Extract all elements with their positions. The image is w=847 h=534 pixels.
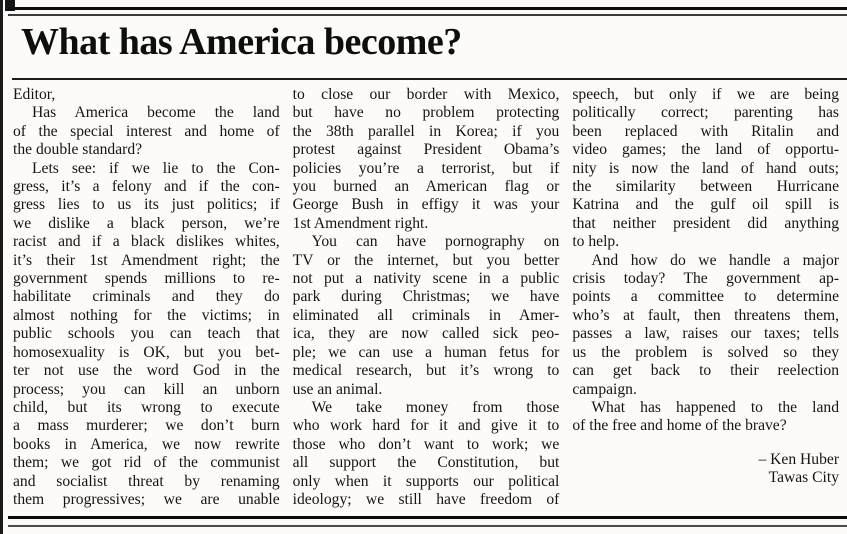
signature-city: Tawas City bbox=[768, 469, 840, 487]
text-line: almost nothing for the victims; in bbox=[13, 306, 280, 324]
text-line: We take money from those bbox=[311, 398, 560, 416]
text-line: books in America, we now rewrite bbox=[13, 435, 280, 453]
column-1 bbox=[13, 86, 280, 509]
scan-edge-artifact bbox=[0, 0, 3, 534]
text-line: who’s at fault, then threatens them, bbox=[572, 306, 840, 324]
text-line: of the free and home of the brave? bbox=[572, 417, 787, 435]
text-line: protest against President Obama’s bbox=[292, 141, 560, 159]
text-line: we dislike a black person, we’re bbox=[13, 214, 280, 232]
top-rule-thin bbox=[8, 14, 847, 16]
text-line: homosexuality is OK, but you bet- bbox=[13, 343, 280, 361]
article-headline: What has America become? bbox=[21, 21, 462, 63]
text-line: crisis today? The government ap- bbox=[572, 270, 840, 288]
text-line: to close our border with Mexico, bbox=[292, 86, 560, 103]
text-line: ica, they are now called sick peo- bbox=[292, 325, 560, 343]
text-line: child, but its wrong to execute bbox=[13, 398, 280, 416]
text-line: and socialist threat by renaming bbox=[13, 472, 280, 490]
top-rule-thick bbox=[8, 7, 847, 10]
text-line: eliminated all criminals in Amer- bbox=[292, 306, 560, 324]
column-3 bbox=[572, 86, 839, 509]
text-line: Katrina and the gulf oil spill is bbox=[572, 196, 840, 214]
text-line: points a committee to determine bbox=[572, 288, 840, 306]
text-line: Lets see: if we lie to the Con- bbox=[32, 159, 280, 177]
text-line: What has happened to the land bbox=[591, 398, 840, 416]
text-line: us the problem is solved so they bbox=[572, 343, 840, 361]
text-line: them progressives; we are unable bbox=[13, 490, 280, 508]
text-line: not put a nativity scene in a public bbox=[292, 270, 560, 288]
text-line: ple; we can use a human fetus for bbox=[292, 343, 560, 361]
text-line: And how do we handle a major bbox=[591, 251, 840, 269]
text-line: that neither president did anything bbox=[572, 214, 840, 232]
article-body bbox=[13, 86, 839, 509]
text-line: park during Christmas; we have bbox=[292, 288, 560, 306]
text-line: process; you can kill an unborn bbox=[13, 380, 280, 398]
signature-author: – Ken Huber bbox=[758, 450, 840, 468]
text-line: you burned an American flag or bbox=[292, 178, 560, 196]
text-line: George Bush in effigy it was your bbox=[292, 196, 560, 214]
bottom-rule-thin bbox=[8, 525, 847, 527]
text-line: racist and if a black dislikes whites, bbox=[13, 233, 280, 251]
text-line: of the special interest and home of bbox=[13, 122, 280, 140]
text-line: been replaced with Ritalin and bbox=[572, 122, 840, 140]
text-line: a mass murderer; we don’t burn bbox=[13, 417, 280, 435]
text-line: those who don’t want to work; we bbox=[292, 435, 560, 453]
text-line: Has America become the land bbox=[32, 104, 280, 122]
text-line: policies you’re a terrorist, but if bbox=[292, 159, 560, 177]
text-line: 1st Amendment right. bbox=[292, 214, 429, 232]
text-line: ter not use the word God in the bbox=[13, 362, 280, 380]
text-line: who work hard for it and give it to bbox=[292, 417, 560, 435]
text-line: all support the Constitution, but bbox=[292, 454, 560, 472]
text-line: the similarity between Hurricane bbox=[572, 178, 840, 196]
bottom-rule-thick bbox=[8, 516, 847, 519]
text-line: public schools you can teach that bbox=[13, 325, 280, 343]
text-line: habilitate criminals and they do bbox=[13, 288, 280, 306]
text-line: Editor, bbox=[13, 86, 56, 103]
text-line: passes a law, raises our taxes; tells bbox=[572, 325, 840, 343]
text-line: TV or the internet, but you better bbox=[292, 251, 560, 269]
headline-divider-rule bbox=[12, 78, 847, 80]
text-line: can get back to their reelection bbox=[572, 362, 840, 380]
text-line: You can have pornography on bbox=[311, 233, 560, 251]
text-line: gress lies to us its just politics; if bbox=[13, 196, 280, 214]
text-line: ideology; we still have freedom of bbox=[292, 490, 560, 508]
text-line: politically correct; parenting has bbox=[572, 104, 840, 122]
text-line: nity is now the land of hand outs; bbox=[572, 159, 840, 177]
text-line: government spends millions to re- bbox=[13, 270, 280, 288]
text-line: only when it supports our political bbox=[292, 472, 560, 490]
text-line: campaign. bbox=[572, 380, 637, 398]
text-line: it’s their 1st Amendment right; the bbox=[13, 251, 280, 269]
text-line: use an animal. bbox=[292, 380, 383, 398]
text-line: to help. bbox=[572, 233, 620, 251]
text-line: medical research, but it’s wrong to bbox=[292, 362, 560, 380]
text-line: them; we got rid of the communist bbox=[13, 454, 280, 472]
text-line: the 38th parallel in Korea; if you bbox=[292, 122, 560, 140]
text-line: speech, but only if we are being bbox=[572, 86, 840, 103]
text-line: video games; the land of opportu- bbox=[572, 141, 840, 159]
text-line: gress, it’s a felony and if the con- bbox=[13, 178, 280, 196]
column-2 bbox=[293, 86, 560, 509]
text-line: the double standard? bbox=[13, 141, 143, 159]
text-line: but have no problem protecting bbox=[292, 104, 560, 122]
